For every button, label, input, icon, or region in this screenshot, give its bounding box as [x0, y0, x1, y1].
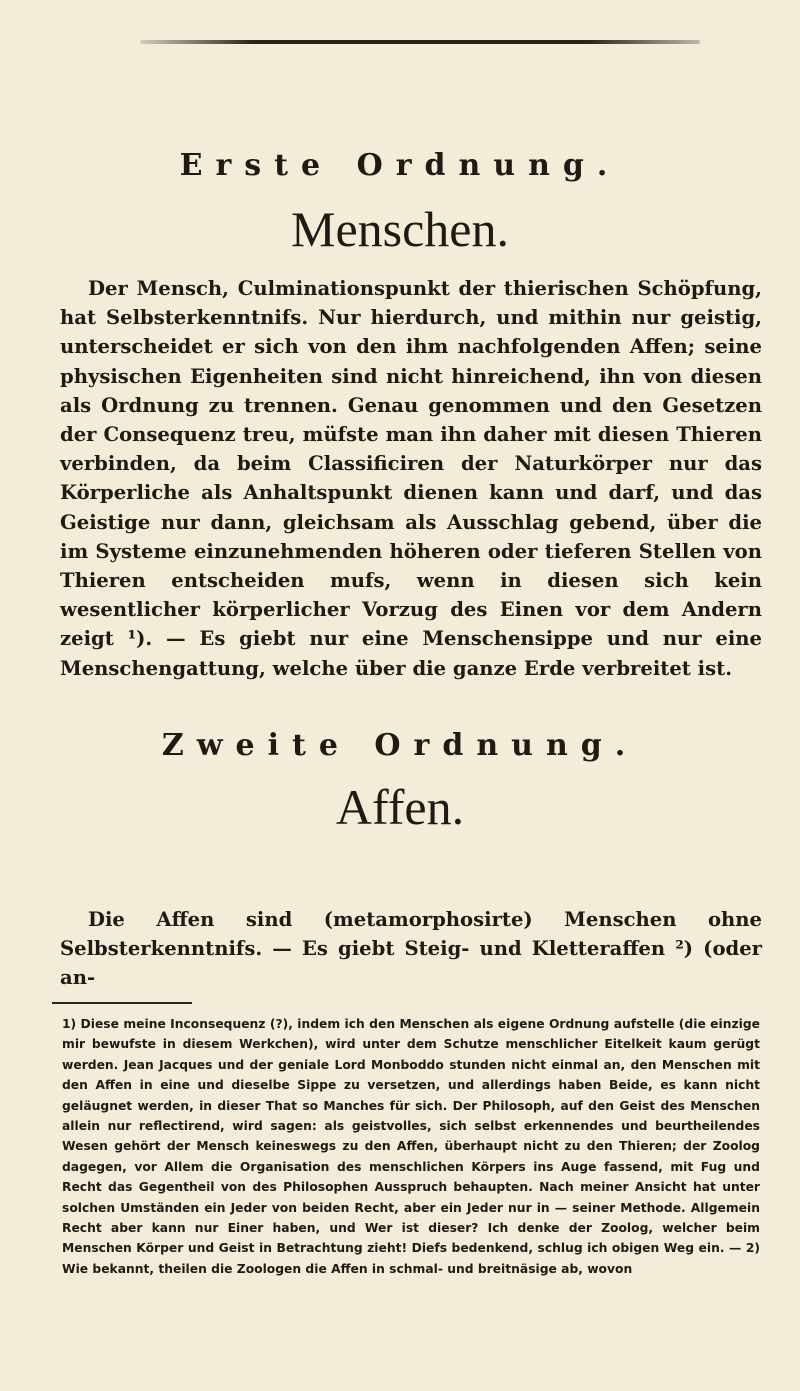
section-heading-order-two: Zweite Ordnung.	[161, 728, 639, 763]
section-title-affen: Affen.	[335, 779, 465, 835]
paragraph-affen: Die Affen sind (metamorphosirte) Menschen ohne Selbsterkenntnifs. — Es giebt Steig- und Kletteraffen ²) (oder an-	[60, 908, 762, 990]
footnote: 1) Diese meine Inconsequenz (?), indem ich den Menschen als eigene Ordnung aufstelle (die einzige mir bewufste in diesem Werkchen), wird unter dem Schutze menschlicher Eitelkeit kaum gerügt werden. Jean Jacques und der geniale Lord Monboddo stunden nicht einmal an, den Menschen mit den Affen in eine und dieselbe Sippe zu versetzen, und allerdings haben Beide, es kann nicht geläugnet werden, in dieser That so Manches für sich. Der Philosoph, auf den Geist des Menschen allein nur reflectirend, wird sagen: als geistvolles, sich selbst erkennendes und beurtheilendes Wesen gehört der Mensch keineswegs zu den Affen, überhaupt nicht zu den Thieren; der Zoolog dagegen, vor Allem die Organisation des menschlichen Körpers ins Auge fassend, mit Fug und Recht das Gegentheil von des Philosophen Ausspruch behaupten. Nach meiner Ansicht hat unter solchen Umständen ein Jeder von beiden Recht, aber ein Jeder nur in — seiner Methode. Allgemein Recht aber kann nur Einer haben, und Wer ist dieser? Ich denke der Zoolog, welcher beim Menschen Körper und Geist in Betrachtung zieht! Diefs bedenkend, schlug ich obigen Weg ein. — 2) Wie bekannt, theilen die Zoologen die Affen in schmal- und breitnäsige ab, wovon	[62, 1017, 760, 1276]
section-heading-order-one: Erste Ordnung.	[179, 148, 621, 183]
section-title-menschen: Menschen.	[291, 201, 509, 257]
paragraph-menschen: Der Mensch, Culminationspunkt der thierischen Schöpfung, hat Selbsterkenntnifs. Nur hierdurch, und mithin nur geistig, unterscheidet er sich von den ihm nachfolgenden Affen; seine physischen Eigenheiten sind nicht hinreichend, ihn von diesen als Ordnung zu trennen. Genau genommen und den Gesetzen der Consequenz treu, müfste man ihn daher mit diesen Thieren verbinden, da beim Classificiren der Naturkörper nur das Körperliche als Anhaltspunkt dienen kann und darf, und das Geistige nur dann, gleichsam als Ausschlag gebend, über die im Systeme einzunehmenden höheren oder tieferen Stellen von Thieren entscheiden mufs, wenn in diesen sich kein wesentlicher körperlicher Vorzug des Einen vor dem Andern zeigt ¹). — Es giebt nur eine Menschensippe und nur eine Menschengattung, welche über die ganze Erde verbreitet ist.	[60, 277, 762, 680]
header-rule	[140, 40, 700, 44]
footnote-rule	[52, 1002, 192, 1004]
